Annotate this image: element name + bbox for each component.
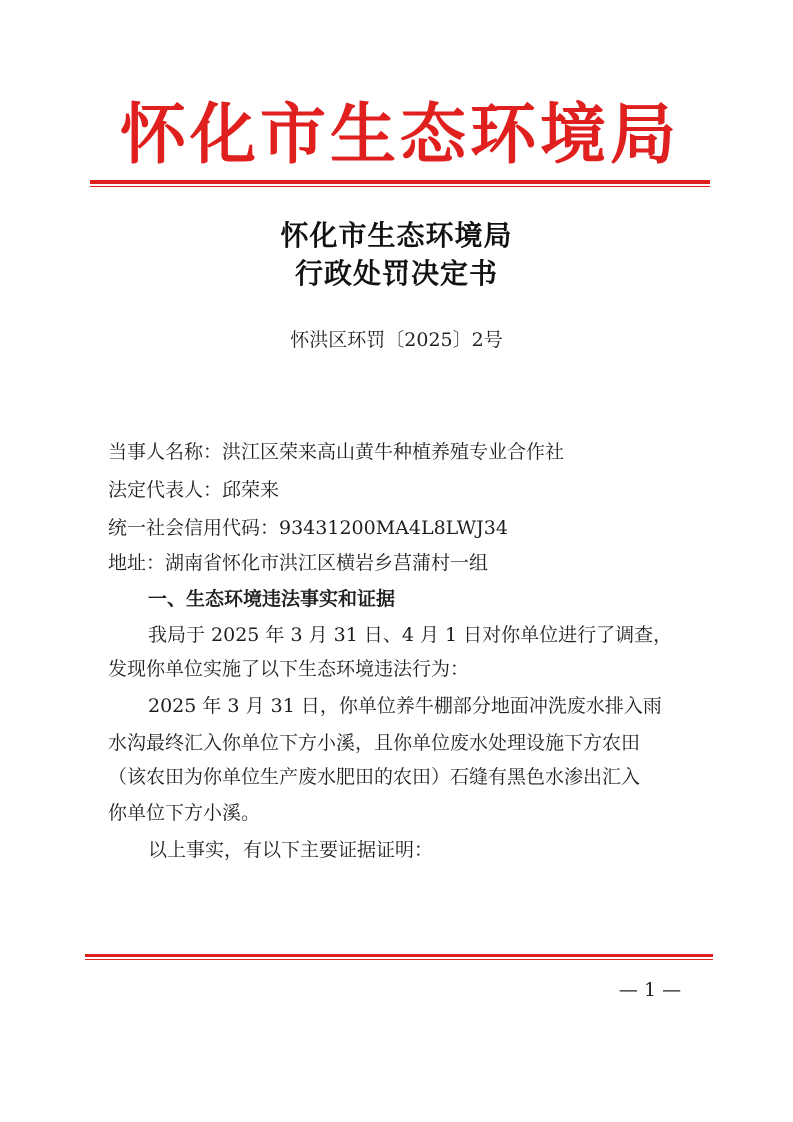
body-line: 发现你单位实施了以下生态环境违法行为： [108, 658, 470, 680]
footer-rule [85, 954, 713, 957]
party-credit-code: 统一社会信用代码：93431200MA4L8LWJ34 [108, 517, 508, 539]
body-line: 水沟最终汇入你单位下方小溪，且你单位废水处理设施下方农田 [108, 732, 641, 754]
section-heading: 一、生态环境违法事实和证据 [148, 588, 396, 610]
body-line: 2025 年 3 月 31 日，你单位养牛棚部分地面冲洗废水排入雨 [148, 695, 662, 717]
document-type: 行政处罚决定书 [294, 257, 498, 290]
letterhead-org-name: 怀化市生态环境局 [120, 95, 680, 173]
party-name: 当事人名称：洪江区荣来高山黄牛种植养殖专业合作社 [108, 441, 565, 463]
body-line: 你单位下方小溪。 [108, 802, 261, 824]
body-line: 以上事实，有以下主要证据证明： [148, 839, 434, 861]
page-number: — 1 — [618, 979, 682, 1001]
letterhead-rule [90, 180, 710, 184]
footer-rule-thin [85, 959, 713, 960]
document-number: 怀洪区环罚〔2025〕2号 [290, 329, 503, 351]
document-issuer: 怀化市生态环境局 [280, 219, 513, 252]
body-line: 我局于 2025 年 3 月 31 日、4 月 1 日对你单位进行了调查， [148, 624, 673, 646]
body-line: （该农田为你单位生产废水肥田的农田）石缝有黑色水渗出汇入 [108, 766, 641, 788]
party-representative: 法定代表人：邱荣来 [108, 479, 280, 501]
letterhead-rule-thin [90, 186, 710, 187]
party-address: 地址：湖南省怀化市洪江区横岩乡莒蒲村一组 [108, 552, 489, 574]
